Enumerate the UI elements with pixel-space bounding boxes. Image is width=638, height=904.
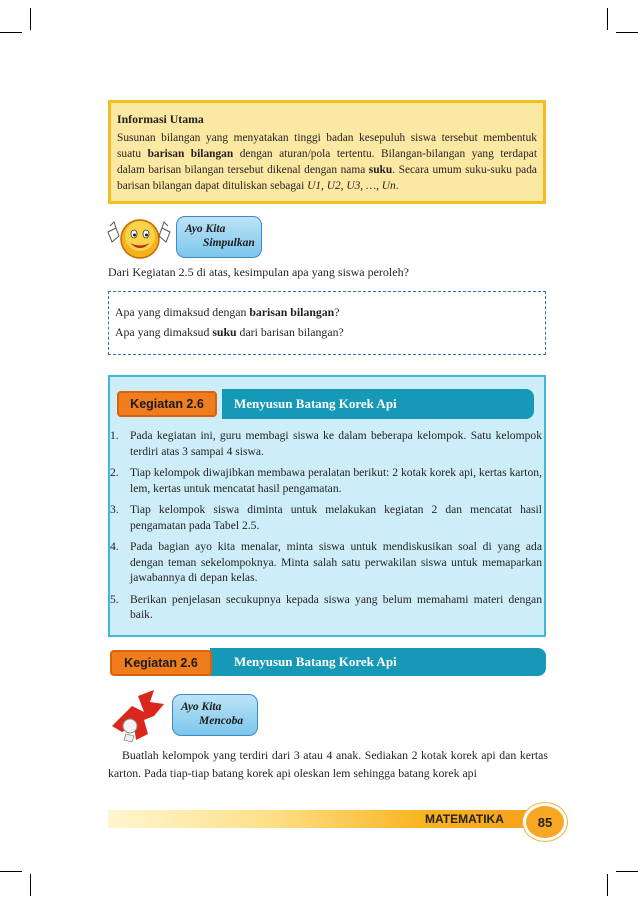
question-text: ? — [334, 305, 340, 319]
question-term: suku — [212, 325, 237, 339]
crop-mark — [607, 8, 608, 30]
info-text: . Secara umum suku-suku pada barisan bilangan dapat dituliskan sebagai — [117, 164, 537, 192]
crop-mark — [30, 8, 31, 30]
step-number: 5. — [110, 592, 119, 606]
ayo-kita-simpulkan-badge — [176, 216, 262, 258]
question-text: dari barisan bilangan? — [236, 325, 344, 339]
kegiatan-box-title: Menyusun Batang Korek Api — [222, 389, 534, 419]
crop-mark — [0, 871, 22, 872]
step-number: 2. — [110, 466, 119, 479]
badge-line-1: Ayo Kita — [185, 223, 226, 235]
crop-mark — [616, 32, 638, 33]
kegiatan-steps — [110, 428, 542, 629]
question-text: Apa yang dimaksud — [115, 325, 213, 339]
crop-mark — [607, 874, 608, 896]
footer-subject: MATEMATIKA — [425, 812, 504, 826]
step-item — [110, 539, 542, 586]
step-number: 1. — [110, 429, 119, 442]
simpulkan-prompt: Dari Kegiatan 2.5 di atas, kesimpulan apa yang siswa peroleh? — [108, 265, 409, 279]
badge-line-2: Mencoba — [199, 715, 244, 727]
crop-mark — [30, 874, 31, 896]
step-text: Tiap kelompok diwajibkan membawa peralatan berikut: 2 kotak korek api, kertas karton, lem, kertas untuk mencatat hasil pengamatan. — [130, 466, 543, 495]
questions-box — [108, 291, 546, 355]
step-item — [110, 465, 542, 496]
info-body: Susunan bilangan yang menyatakan tinggi badan kesepuluh siswa tersebut membentuk suatu barisan bilangan dengan aturan/pola tertentu. Bilangan-bilangan yang terdapat dalam barisan bilangan tersebut dikenal dengan nama suku. Secara umum suku-suku pada barisan bilangan dapat dituliskan sebagai U1, U2, U3, …, Un. — [117, 132, 538, 192]
question-2 — [115, 322, 539, 342]
kegiatan-bar-label: Kegiatan 2.6 — [110, 650, 212, 676]
step-number: 3. — [110, 503, 119, 516]
badge-line-1: Ayo Kita — [181, 701, 222, 713]
info-text: Susunan bilangan yang menyatakan tinggi badan kesepuluh siswa tersebut membentuk suatu — [117, 132, 537, 160]
ayo-kita-mencoba-badge — [172, 694, 258, 736]
mencoba-paragraph: Buatlah kelompok yang terdiri dari 3 atau 4 anak. Sediakan 2 kotak korek api dan kertas karton. Pada tiap-tiap batang korek api oleskan lem sehingga batang korek api — [108, 748, 548, 780]
info-term: suku — [368, 164, 393, 176]
smiley-thumbs-up-icon — [104, 212, 174, 266]
info-term: barisan bilangan — [147, 148, 234, 160]
info-formula: U1, U2, U3, …, Un — [307, 180, 396, 192]
page-number: 85 — [523, 803, 567, 841]
crop-mark — [616, 871, 638, 872]
kegiatan-bar-title: Menyusun Batang Korek Api — [210, 648, 546, 676]
running-figure-icon — [104, 686, 174, 744]
kegiatan-box-label: Kegiatan 2.6 — [117, 391, 217, 417]
question-text: Apa yang dimaksud dengan — [115, 305, 250, 319]
step-item — [110, 502, 542, 533]
info-text: dengan aturan/pola tertentu. Bilangan-bilangan yang terdapat dalam barisan bilangan tersebut dikenal dengan nama — [117, 148, 538, 176]
step-item — [110, 592, 542, 623]
step-item — [110, 428, 542, 459]
question-term: barisan bilangan — [249, 305, 335, 319]
info-title: Informasi Utama — [117, 112, 204, 126]
badge-line-2: Simpulkan — [203, 237, 255, 249]
question-1 — [115, 302, 539, 322]
info-box — [108, 100, 546, 204]
step-text: Pada bagian ayo kita menalar, minta siswa untuk mendiskusikan soal di yang ada dengan teman sekelompoknya. Minta salah satu perwakilan siswa untuk memaparkan jawabannya di depan kelas. — [130, 540, 542, 584]
step-text: Berikan penjelasan secukupnya kepada siswa yang belum memahami materi dengan baik. — [130, 592, 542, 621]
crop-mark — [0, 32, 22, 33]
step-text: Tiap kelompok siswa diminta untuk melakukan kegiatan 2 dan mencatat hasil pengamatan pada Tabel 2.5. — [130, 503, 542, 532]
step-text: Pada kegiatan ini, guru membagi siswa ke dalam beberapa kelompok. Satu kelompok terdiri atas 3 sampai 4 siswa. — [130, 429, 542, 458]
step-number: 4. — [110, 540, 119, 553]
